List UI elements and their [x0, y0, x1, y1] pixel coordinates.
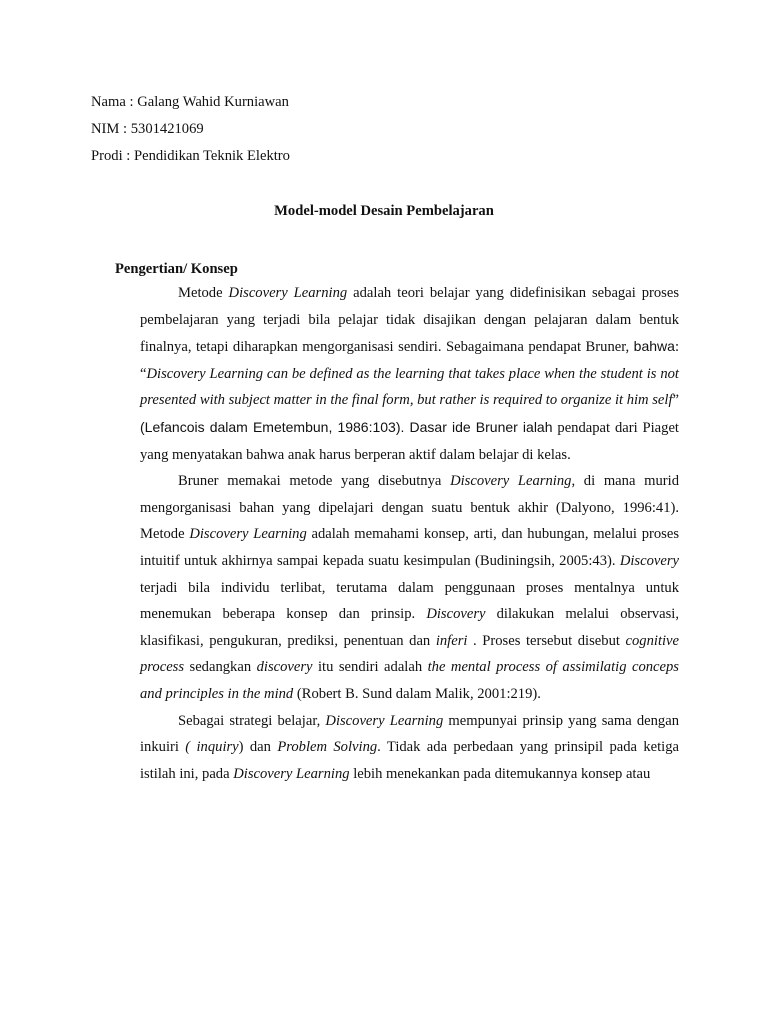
section-body [140, 280, 679, 787]
paragraph-3: Sebagai strategi belajar, Discovery Learning mempunyai prinsip yang sama dengan inkuiri ( inquiry) dan Problem Solving. Tidak ada perbedaan yang prinsipil pada ketiga istilah ini, pada Discovery Learning lebih menekankan pada ditemukannya konsep atau [140, 712, 680, 782]
section-heading: Pengertian/ Konsep [115, 261, 238, 277]
student-nim: NIM : 5301421069 [91, 121, 204, 137]
student-name: Nama : Galang Wahid Kurniawan [91, 94, 289, 110]
paragraph-2: Bruner memakai metode yang disebutnya Discovery Learning, di mana murid mengorganisasi bahan yang dipelajari dengan suatu bentuk akhir (Dalyono, 1996:41). Metode Discovery Learning adalah memahami konsep, arti, dan hubungan, melalui proses intuitif untuk akhirnya sampai kepada suatu kesimpulan (Budiningsih, 2005:43). Discovery terjadi bila individu terlibat, terutama dalam penggunaan proses mentalnya untuk menemukan beberapa konsep dan prinsip. Discovery dilakukan melalui observasi, klasifikasi, pengukuran, prediksi, penentuan dan inferi . Proses tersebut disebut cognitive process sedangkan discovery itu sendiri adalah the mental process of assimilatig conceps and principles in the mind (Robert B. Sund dalam Malik, 2001:219). [140, 473, 680, 702]
paragraph-1: Metode Discovery Learning adalah teori belajar yang didefinisikan sebagai proses pembelajaran yang terjadi bila pelajar tidak disajikan dengan pelajaran dalam bentuk finalnya, tetapi diharapkan mengorganisasi sendiri. Sebagaimana pendapat Bruner, bahwa: “Discovery Learning can be defined as the learning that takes place when the student is not presented with subject matter in the final form, but rather is required to organize it him self” (Lefancois dalam Emetembun, 1986:103). Dasar ide Bruner ialah pendapat dari Piaget yang menyatakan bahwa anak harus berperan aktif dalam belajar di kelas. [140, 285, 680, 463]
student-prodi: Prodi : Pendidikan Teknik Elektro [91, 148, 290, 164]
document-title: Model-model Desain Pembelajaran [274, 203, 494, 219]
